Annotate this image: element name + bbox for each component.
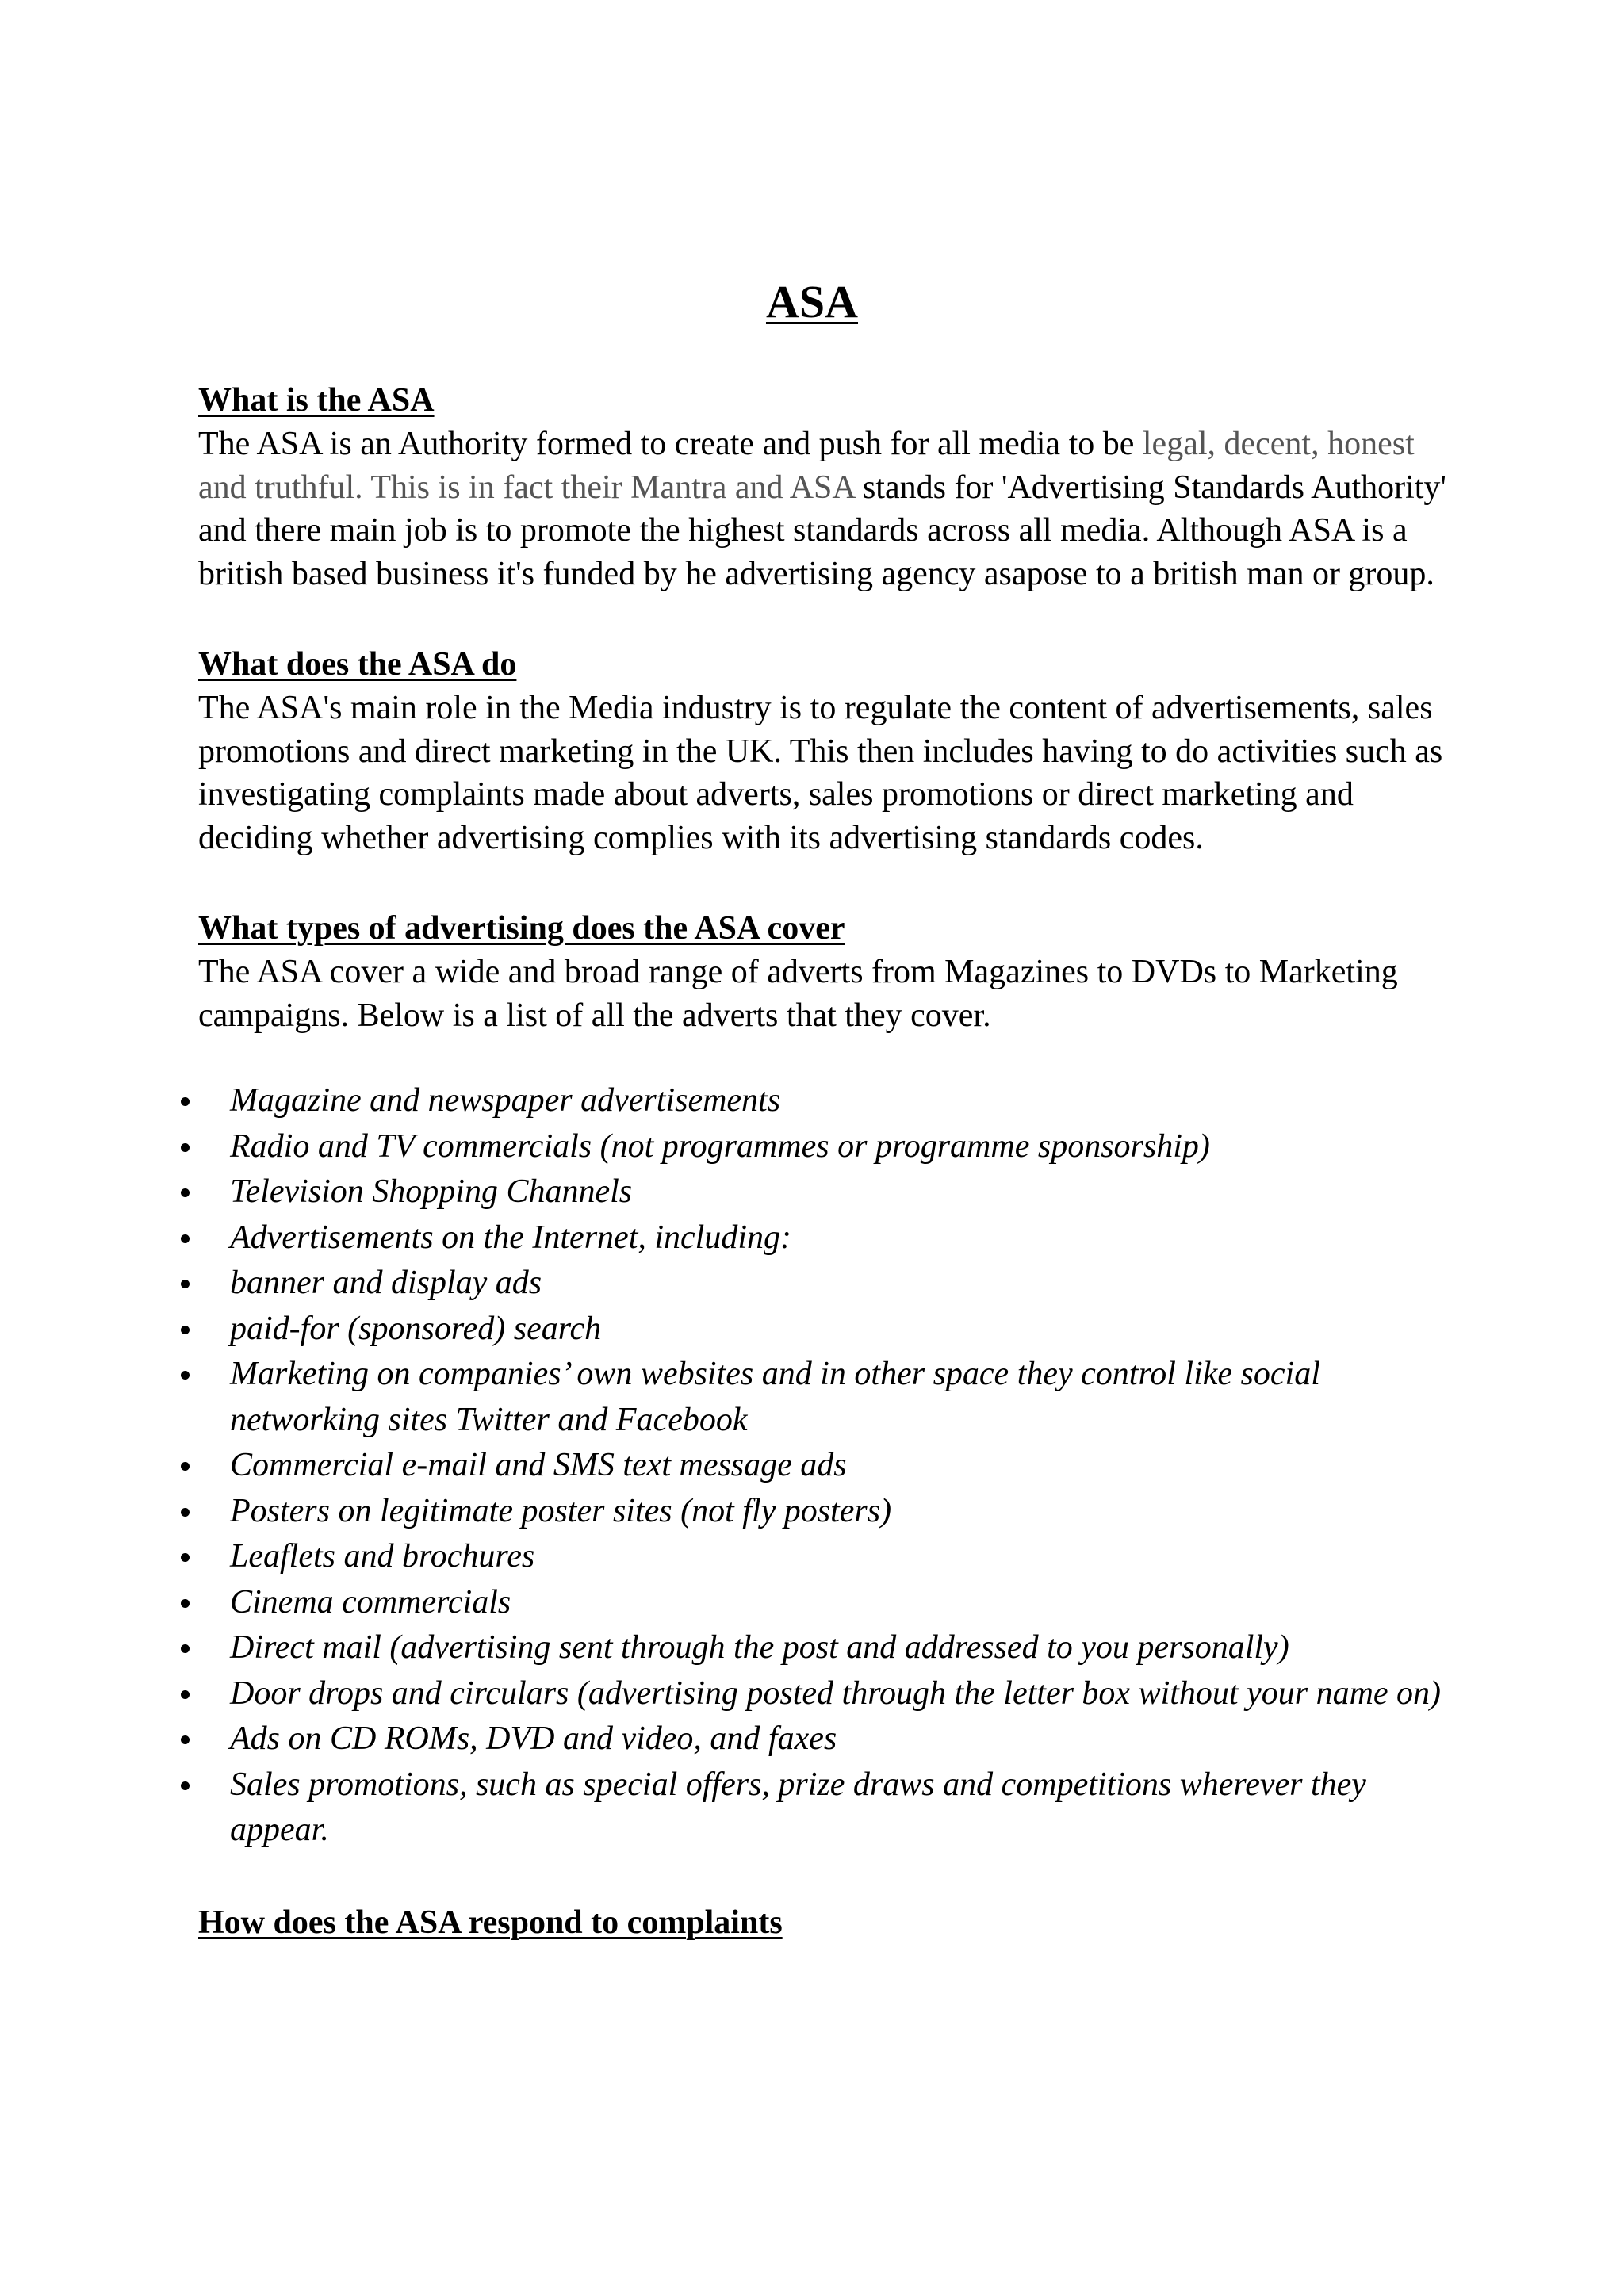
bullet-icon — [181, 1599, 190, 1608]
advert-types-list — [0, 1078, 1451, 1854]
bullet-icon — [181, 1690, 190, 1699]
section-heading-what-is: What is the ASA — [198, 382, 435, 419]
bullet-icon — [181, 1462, 190, 1471]
bullet-icon — [181, 1508, 190, 1517]
list-item: Leaflets and brochures — [0, 1534, 1451, 1580]
paragraph-what-is-part-1: The ASA is an Authority formed to create and push for all media to be — [198, 426, 1143, 462]
bullet-icon — [181, 1553, 190, 1562]
bullet-icon — [181, 1781, 190, 1790]
paragraph-what-does: The ASA's main role in the Media industry is to regulate the content of advertisements, sales promotions and direct marketing in the UK. This then includes having to do activities such as investigating complaints made about adverts, sales promotions or direct marketing and deciding whether advertising complies with its advertising standards codes. — [198, 690, 1443, 856]
list-item: Posters on legitimate poster sites (not fly posters) — [0, 1489, 1451, 1535]
bullet-icon — [181, 1234, 190, 1243]
bullet-icon — [181, 1280, 190, 1288]
paragraph-what-is-part-3: stands for 'Advertising Standards Authority' and there main job is to promote the highest standards across all media. Although ASA is a british based business it's funded by he advertising agency asapose to a british man or group. — [198, 469, 1447, 592]
section-heading-complaints: How does the ASA respond to complaints — [198, 1904, 783, 1941]
bullet-icon — [181, 1735, 190, 1744]
list-item: Sales promotions, such as special offers, prize draws and competitions wherever they appear. — [0, 1762, 1451, 1854]
list-item: banner and display ads — [0, 1261, 1451, 1307]
document-body — [198, 379, 1451, 1945]
paragraph-what-is-part-2: legal, decent, honest and truthful. This is in fact their Mantra and ASA — [198, 426, 1415, 506]
list-item: Ads on CD ROMs, DVD and video, and faxes — [0, 1716, 1451, 1762]
bullet-icon — [181, 1326, 190, 1334]
list-item: Marketing on companies’ own websites and in other space they control like social networking sites Twitter and Facebook — [0, 1352, 1451, 1443]
list-item: paid-for (sponsored) search — [0, 1307, 1451, 1353]
list-item: Direct mail (advertising sent through the post and addressed to you personally) — [0, 1625, 1451, 1671]
list-item: Door drops and circulars (advertising posted through the letter box without your name on) — [0, 1671, 1451, 1717]
page-title: ASA — [765, 276, 859, 327]
section-heading-what-does: What does the ASA do — [198, 646, 517, 683]
list-item: Advertisements on the Internet, including: — [0, 1215, 1451, 1261]
list-item: Radio and TV commercials (not programmes or programme sponsorship) — [0, 1124, 1451, 1170]
paragraph-types: The ASA cover a wide and broad range of adverts from Magazines to DVDs to Marketing campaigns. Below is a list of all the adverts that they cover. — [198, 954, 1398, 1034]
list-item: Television Shopping Channels — [0, 1169, 1451, 1215]
section-heading-types: What types of advertising does the ASA cover — [198, 910, 845, 947]
bullet-icon — [181, 1143, 190, 1152]
bullet-icon — [181, 1097, 190, 1106]
paragraph-what-is — [198, 423, 1451, 595]
list-item: Magazine and newspaper advertisements — [0, 1078, 1451, 1124]
list-item: Cinema commercials — [0, 1580, 1451, 1626]
bullet-icon — [181, 1644, 190, 1653]
bullet-icon — [181, 1371, 190, 1380]
bullet-icon — [181, 1188, 190, 1197]
list-item: Commercial e-mail and SMS text message ads — [0, 1443, 1451, 1489]
